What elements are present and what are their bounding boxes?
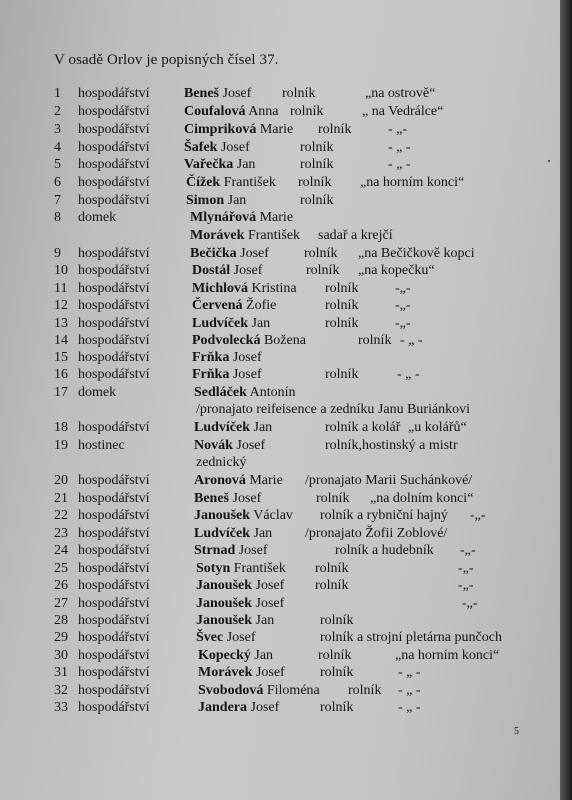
occupation: rolník: [300, 140, 334, 155]
occupation: rolník: [300, 193, 334, 208]
register-row: [54, 246, 524, 264]
occupation: rolník: [358, 333, 392, 348]
register-row: [54, 578, 524, 596]
owner-given-name: Josef: [226, 630, 256, 645]
house-number: 24: [54, 543, 68, 558]
house-number: 33: [54, 700, 68, 715]
owner-name: [186, 193, 246, 209]
occupation: rolník: [325, 298, 359, 313]
owner-given-name: Václav: [253, 508, 293, 523]
owner-given-name: Josef: [232, 350, 262, 365]
locality-note: „na horním konci“: [360, 175, 465, 190]
owner-name: [184, 122, 293, 138]
occupation: rolník: [325, 281, 359, 296]
house-number: 9: [54, 246, 61, 261]
occupation: rolník: [325, 316, 359, 331]
owner-name: [196, 596, 284, 612]
property-type: domek: [78, 210, 117, 225]
occupation: zednický: [196, 455, 247, 470]
house-number: 30: [54, 648, 68, 663]
owner-surname: Ludvíček: [194, 526, 251, 541]
property-type: hospodářství: [78, 157, 150, 172]
page-heading: V osadě Orlov je popisných čísel 37.: [54, 52, 279, 68]
owner-surname: Simon: [186, 193, 225, 208]
occupation: rolník a hudebník: [335, 543, 434, 558]
register-row: [54, 367, 524, 385]
register-row: [54, 122, 524, 140]
owner-name: [198, 683, 320, 699]
owner-given-name: Josef: [250, 700, 280, 715]
owner-surname: Kopecký: [198, 648, 251, 663]
owner-name: [194, 473, 283, 489]
register-row: [54, 420, 524, 438]
owner-surname: Dostál: [192, 263, 231, 278]
property-type: hospodářství: [78, 526, 150, 541]
owner-surname: Vařečka: [184, 157, 234, 172]
register-row: [54, 140, 524, 158]
occupation: rolník: [300, 157, 334, 172]
owner-surname: Svobodová: [198, 683, 264, 698]
register-row: [54, 438, 524, 456]
occupation: rolník: [298, 175, 332, 190]
occupation: rolník: [318, 648, 352, 663]
locality-note: -„-: [458, 561, 474, 576]
property-type: hospodářství: [78, 122, 150, 137]
register-row: [54, 228, 524, 246]
register-row: [54, 630, 524, 648]
property-type: hospodářství: [78, 473, 150, 488]
owner-given-name: Kristina: [251, 281, 297, 296]
occupation: rolník: [306, 263, 340, 278]
owner-name: [196, 561, 286, 577]
register-row: [54, 402, 524, 420]
owner-surname: Janoušek: [196, 578, 253, 593]
register-row: [54, 157, 524, 175]
register-row: [54, 700, 524, 718]
register-row: [54, 683, 524, 701]
owner-given-name: Božena: [263, 333, 306, 348]
owner-given-name: Marie: [249, 473, 283, 488]
register-row: [54, 210, 524, 228]
owner-name: [196, 578, 284, 594]
house-number: 16: [54, 367, 68, 382]
owner-name: [192, 367, 262, 383]
owner-name: [192, 298, 276, 314]
owner-given-name: Josef: [255, 596, 285, 611]
locality-note: - „-: [388, 122, 408, 137]
house-number: 19: [54, 438, 68, 453]
owner-given-name: Josef: [220, 140, 250, 155]
house-number: 11: [54, 281, 68, 296]
owner-given-name: Josef: [255, 578, 285, 593]
register-row: [54, 455, 524, 473]
owner-surname: Morávek: [198, 665, 253, 680]
locality-note: - „ -: [400, 333, 423, 348]
house-number: 25: [54, 561, 68, 576]
owner-surname: Aronová: [194, 473, 246, 488]
property-type: hospodářství: [78, 648, 150, 663]
house-number: 6: [54, 175, 61, 190]
owner-surname: Mlynářová: [190, 210, 257, 225]
property-type: hospodářství: [78, 86, 150, 101]
house-number: 31: [54, 665, 68, 680]
locality-note: „ na Vedrálce“: [362, 104, 444, 119]
locality-note: -„-: [395, 316, 411, 331]
house-number: 17: [54, 385, 68, 400]
owner-name: [184, 86, 251, 102]
locality-note: -„-: [395, 298, 411, 313]
owner-surname: Sotyn: [196, 561, 231, 576]
locality-note: - „ -: [388, 157, 411, 172]
owner-given-name: Antonín: [249, 385, 296, 400]
locality-note: -„-: [470, 508, 486, 523]
owner-name: [198, 700, 279, 716]
occupation: rolník: [320, 613, 354, 628]
owner-surname: Červená: [192, 298, 243, 313]
owner-given-name: Josef: [238, 543, 268, 558]
owner-given-name: Jan: [251, 316, 271, 331]
owner-given-name: Josef: [232, 367, 262, 382]
owner-given-name: František: [223, 175, 276, 190]
property-type: hospodářství: [78, 491, 150, 506]
owner-name: [190, 228, 300, 244]
owner-name: [194, 385, 296, 401]
property-type: hospodářství: [78, 543, 150, 558]
register-row: [54, 596, 524, 614]
house-number: 14: [54, 333, 68, 348]
property-type: hospodářství: [78, 246, 150, 261]
house-number: 23: [54, 526, 68, 541]
owner-surname: Coufalová: [184, 104, 246, 119]
house-number: 12: [54, 298, 68, 313]
owner-surname: Morávek: [190, 228, 245, 243]
owner-name: [198, 648, 273, 664]
register-row: [54, 104, 524, 122]
owner-name: [184, 140, 250, 156]
property-type: hostinec: [78, 438, 125, 453]
house-number: 7: [54, 193, 61, 208]
owner-name: [194, 526, 272, 542]
house-number: 21: [54, 491, 68, 506]
locality-note: - „ -: [398, 665, 421, 680]
register-row: [54, 175, 524, 193]
property-type: hospodářství: [78, 700, 150, 715]
owner-surname: Beneš: [194, 491, 229, 506]
locality-note: -„-: [458, 578, 474, 593]
owner-surname: Sedláček: [194, 385, 247, 400]
owner-name: [192, 350, 262, 366]
owner-given-name: Josef: [232, 491, 262, 506]
owner-surname: Frňka: [192, 367, 230, 382]
register-row: [54, 86, 524, 104]
owner-name: [190, 246, 269, 262]
locality-note: - „ -: [398, 700, 421, 715]
owner-surname: Šafek: [184, 140, 218, 155]
locality-note: „u kolářů“: [408, 420, 467, 435]
owner-given-name: Jan: [255, 613, 275, 628]
locality-note: - „ -: [388, 140, 411, 155]
property-type: hospodářství: [78, 140, 150, 155]
locality-note: -„-: [462, 596, 478, 611]
house-number: 27: [54, 596, 68, 611]
occupation: rolník: [304, 246, 338, 261]
locality-note: - „ -: [398, 683, 421, 698]
property-type: hospodářství: [78, 578, 150, 593]
occupation: rolník: [290, 104, 324, 119]
owner-surname: Čížek: [186, 175, 221, 190]
property-type: hospodářství: [78, 420, 150, 435]
property-type: hospodářství: [78, 350, 150, 365]
house-number: 15: [54, 350, 68, 365]
owner-given-name: Jan: [227, 193, 247, 208]
register-row: [54, 665, 524, 683]
occupation: /pronajato Žofii Zoblové/: [305, 526, 448, 541]
property-type: hospodářství: [78, 665, 150, 680]
property-type: hospodářství: [78, 281, 150, 296]
register-row: [54, 298, 524, 316]
locality-note: „na ostrově“: [365, 86, 436, 101]
property-type: hospodářství: [78, 263, 150, 278]
owner-name: [184, 157, 255, 173]
property-type: hospodářství: [78, 630, 150, 645]
owner-given-name: Filoména: [266, 683, 320, 698]
owner-name: [184, 104, 279, 120]
speck: [548, 160, 550, 162]
property-type: hospodářství: [78, 333, 150, 348]
house-number: 3: [54, 122, 61, 137]
house-number: 22: [54, 508, 68, 523]
register-row: [54, 543, 524, 561]
owner-given-name: Jan: [253, 526, 273, 541]
owner-name: [194, 508, 293, 524]
house-number: 5: [54, 157, 61, 172]
register-row: [54, 473, 524, 491]
occupation: rolník: [315, 578, 349, 593]
house-number: 20: [54, 473, 68, 488]
house-number: 32: [54, 683, 68, 698]
house-number: 28: [54, 613, 68, 628]
occupation: rolník: [316, 491, 350, 506]
owner-surname: Michlová: [192, 281, 248, 296]
owner-name: [194, 491, 261, 507]
owner-name: [194, 543, 268, 559]
house-number: 1: [54, 86, 61, 101]
owner-given-name: Josef: [236, 438, 266, 453]
property-type: hospodářství: [78, 596, 150, 611]
locality-note: - „ -: [397, 367, 420, 382]
register-row: [54, 613, 524, 631]
owner-surname: Janoušek: [194, 508, 251, 523]
owner-given-name: Josef: [240, 246, 269, 261]
owner-surname: Švec: [196, 630, 224, 645]
property-type: domek: [78, 385, 117, 400]
property-type: hospodářství: [78, 561, 150, 576]
house-number: 29: [54, 630, 68, 645]
owner-surname: Ludvíček: [192, 316, 249, 331]
locality-note: -„-: [460, 543, 476, 558]
owner-surname: Bečička: [190, 246, 237, 261]
owner-name: [186, 175, 276, 191]
owner-surname: Novák: [194, 438, 233, 453]
register-row: [54, 263, 524, 281]
owner-given-name: Jan: [254, 648, 274, 663]
occupation: rolník: [315, 561, 349, 576]
register-row: [54, 648, 524, 666]
owner-surname: Beneš: [184, 86, 219, 101]
owner-given-name: Jan: [253, 420, 273, 435]
owner-surname: Podvolecká: [192, 333, 261, 348]
house-number: 10: [54, 263, 68, 278]
owner-surname: Strnad: [194, 543, 236, 558]
owner-name: [192, 281, 297, 297]
property-type: hospodářství: [78, 175, 150, 190]
occupation: rolník a strojní pletárna punčoch: [320, 630, 502, 645]
house-number: 8: [54, 210, 61, 225]
owner-surname: Cimpriková: [184, 122, 257, 137]
house-number: 2: [54, 104, 61, 119]
locality-note: „na dolním konci“: [370, 491, 474, 506]
owner-given-name: Josef: [233, 263, 263, 278]
owner-given-name: Marie: [259, 122, 294, 137]
page-edge-shadow: [560, 0, 572, 800]
owner-given-name: Žofie: [246, 298, 277, 313]
page-number: 5: [514, 726, 519, 737]
property-type: hospodářství: [78, 508, 150, 523]
property-type: hospodářství: [78, 367, 150, 382]
register-row: [54, 350, 524, 368]
register-row: [54, 281, 524, 299]
register-row: [54, 491, 524, 509]
house-number: 18: [54, 420, 68, 435]
register-row: [54, 333, 524, 351]
owner-name: [192, 316, 270, 332]
owner-given-name: Jan: [236, 157, 256, 172]
owner-surname: Jandera: [198, 700, 247, 715]
owner-name: [192, 263, 262, 279]
owner-given-name: Anna: [248, 104, 279, 119]
owner-name: [190, 210, 293, 226]
owner-given-name: František: [247, 228, 301, 243]
locality-note: -„-: [395, 281, 411, 296]
occupation: /pronajato Marii Suchánkové/: [305, 473, 473, 488]
owner-name: [198, 665, 285, 681]
owner-given-name: Marie: [259, 210, 294, 225]
occupation: rolník: [348, 683, 382, 698]
owner-surname: Frňka: [192, 350, 230, 365]
occupation: rolník: [318, 122, 352, 137]
occupation: rolník a rybniční hajný: [320, 508, 448, 523]
owner-name: [194, 420, 272, 436]
occupation: rolník: [320, 665, 354, 680]
occupation: rolník: [320, 700, 354, 715]
register-row: [54, 508, 524, 526]
register-row: [54, 526, 524, 544]
owner-given-name: Josef: [255, 665, 285, 680]
owner-name: [196, 630, 256, 646]
owner-name: [196, 613, 274, 629]
owner-given-name: Josef: [222, 86, 252, 101]
property-type: hospodářství: [78, 104, 150, 119]
property-type: hospodářství: [78, 613, 150, 628]
register-row: [54, 316, 524, 334]
property-type: hospodářství: [78, 683, 150, 698]
occupation: rolník,hostinský a mistr: [325, 438, 458, 453]
locality-note: „na Bečičkově kopci: [358, 246, 475, 261]
owner-name: [192, 333, 306, 349]
register-row: [54, 561, 524, 579]
occupation: rolník: [325, 367, 359, 382]
property-type: hospodářství: [78, 298, 150, 313]
property-type: hospodářství: [78, 316, 150, 331]
property-type: hospodářství: [78, 193, 150, 208]
owner-given-name: František: [233, 561, 286, 576]
register-row: [54, 385, 524, 403]
owner-name: [194, 438, 265, 454]
occupation: rolník a kolář: [325, 420, 401, 435]
house-number: 4: [54, 140, 61, 155]
occupation: /pronajato reifeisence a zedníku Janu Buriánkovi: [196, 402, 471, 417]
locality-note: „na kopečku“: [358, 263, 435, 278]
owner-surname: Janoušek: [196, 613, 253, 628]
occupation: sadař a krejčí: [318, 228, 393, 243]
owner-surname: Janoušek: [196, 596, 253, 611]
register-row: [54, 193, 524, 211]
locality-note: „na horním konci“: [395, 648, 500, 663]
house-number: 26: [54, 578, 68, 593]
owner-surname: Ludvíček: [194, 420, 251, 435]
house-number: 13: [54, 316, 68, 331]
occupation: rolník: [282, 86, 316, 101]
